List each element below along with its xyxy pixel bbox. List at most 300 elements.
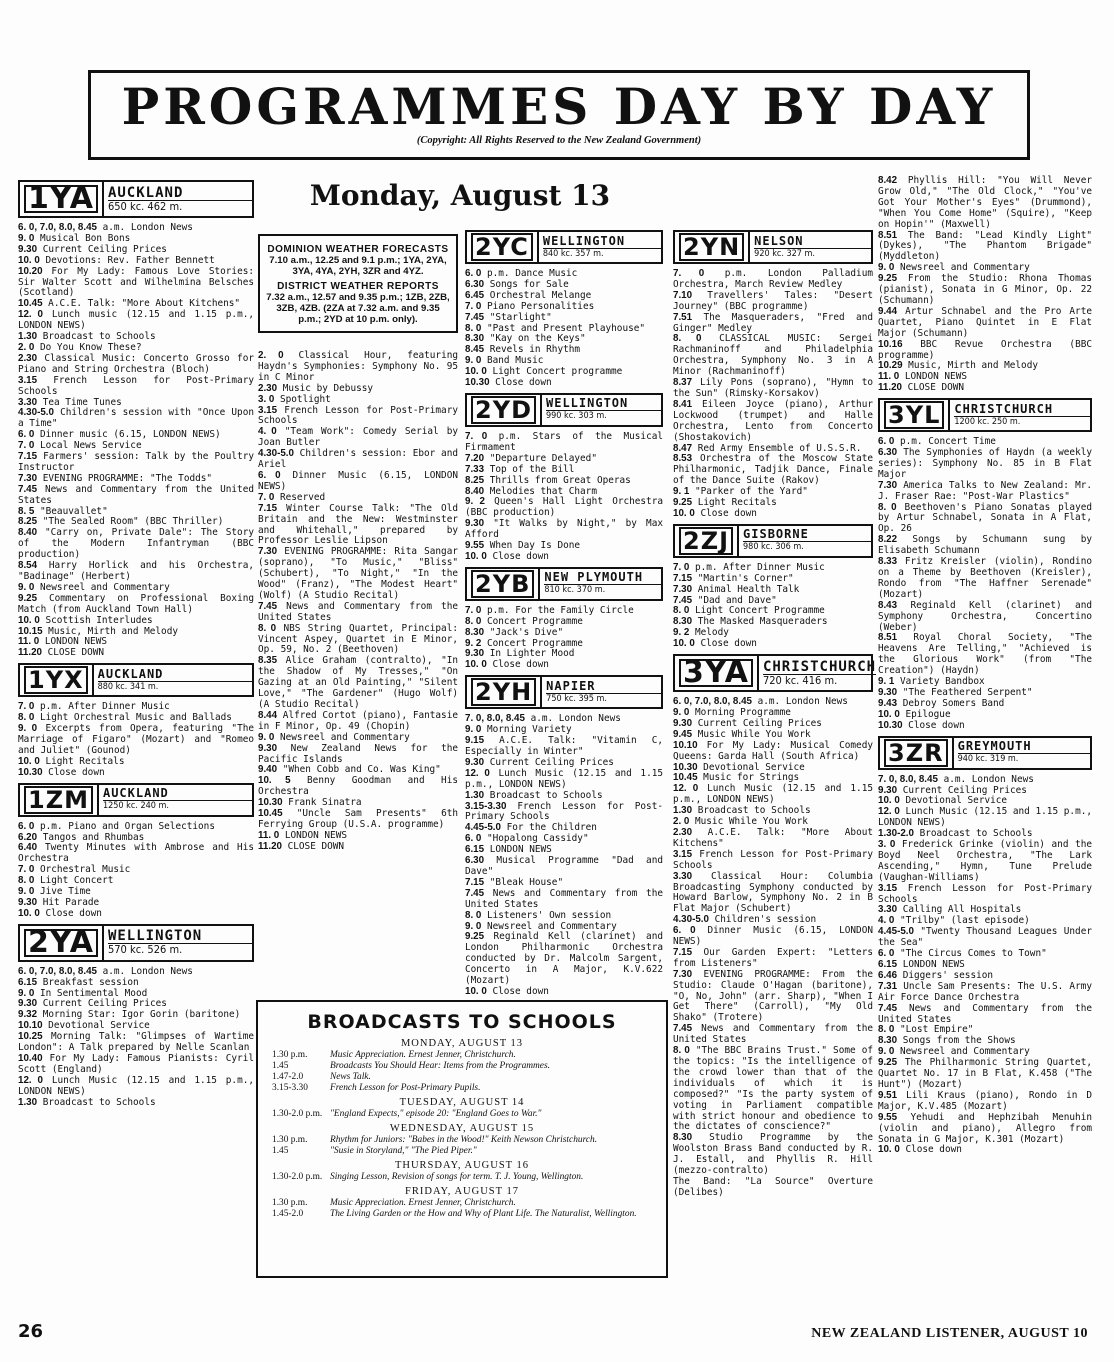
- station-info: [99, 785, 252, 815]
- programme-item: 8.25 Thrills from Great Operas: [465, 474, 631, 486]
- programme-item: 6.15 Breakfast session: [18, 976, 139, 988]
- programme-item: 10.45 Music for Strings: [673, 772, 800, 784]
- programme-item: 8. 0 "Past and Present Playhouse": [465, 322, 646, 334]
- programme-item: 8.44 Alfred Cortot (piano), Fantasie in F Minor, Op. 49 (Chopin): [258, 709, 458, 732]
- programme-item: 8.54 Harry Horlick and his Orchestra, "Badinage" (Herbert): [18, 560, 254, 582]
- programme-item: 8.43 Reginald Kell (clarinet) and Symphony Orchestra, Concertino (Weber): [878, 599, 1092, 633]
- station-logo: [467, 395, 542, 425]
- station-call-sign: 2ZJ: [679, 527, 733, 555]
- schools-time: 1.30 p.m.: [272, 1198, 308, 1208]
- programme-item: 10. 0 Close down: [465, 550, 549, 562]
- programme-item: 7.30 EVENING PROGRAMME: "The Todds": [18, 472, 213, 484]
- station-logo: [467, 677, 542, 707]
- station-logo: [467, 232, 539, 262]
- programme-item: 10. 0 Close down: [673, 507, 757, 519]
- programme-item: 9.30 Current Ceiling Prices: [878, 784, 1027, 796]
- station-call-sign: 2YD: [471, 396, 536, 424]
- programme-item: 8.30 The Masked Masqueraders: [673, 616, 828, 628]
- programme-item: 2. 0 Classical Hour, featuring Haydn's Symphonies: Symphony No. 95 in C Minor: [258, 350, 459, 383]
- station-3ya: [673, 654, 877, 1199]
- programme-item: 7.20 "Departure Delayed": [465, 452, 597, 464]
- programme-item: 11.20 CLOSE DOWN: [878, 382, 965, 394]
- programme-item: 8.51 Royal Choral Society, "The Heavens Are Telling," "Achieved is the Glorious Work" (from "The Creation") (Haydn): [878, 632, 1092, 677]
- station-info: [540, 569, 661, 599]
- programme-item: 9. 2 Queen's Hall Light Orchestra (BBC production): [465, 496, 663, 519]
- column-5: [878, 176, 1092, 1156]
- programme-item: 10.16 BBC Revue Orchestra (BBC programme): [878, 338, 1092, 361]
- programme-item: 9.44 Artur Schnabel and the Pro Arte Quartet, Piano Quintet in E Flat Major (Schumann): [878, 305, 1092, 339]
- programme-item: 3. 0 Spotlight: [258, 393, 331, 405]
- station-frequency: 650 kc. 462 m.: [107, 199, 183, 213]
- programme-item: 3.30 Tea Time Tunes: [18, 396, 122, 408]
- programme-item: 9.30 New Zealand News for the Pacific Islands: [258, 742, 458, 765]
- programme-item: 9.51 Lili Kraus (piano), Rondo in D Major, K.V.485 (Mozart): [878, 1089, 1092, 1112]
- station-call-sign: 1ZM: [24, 786, 93, 814]
- programme-item: 2. 0 Do You Know These?: [18, 341, 142, 353]
- programme-item: 7.15 Our Garden Expert: "Letters from Listeners": [673, 946, 873, 969]
- programme-item: 8.25 "The Sealed Room" (BBC Thriller): [18, 516, 224, 528]
- station-info: [950, 400, 1090, 430]
- programme-item: 9.30 "It Walks by Night," by Max Afford: [465, 518, 663, 541]
- station-2zj: [673, 524, 873, 650]
- programme-item: 9.30 Current Ceiling Prices: [673, 717, 822, 729]
- programme-item: 11. 0 LONDON NEWS: [18, 636, 107, 648]
- schools-day-heading: WEDNESDAY, AUGUST 15: [389, 1123, 535, 1134]
- station-call-sign: 3YA: [679, 659, 753, 687]
- programme-item: 9.43 Debroy Somers Band: [878, 697, 1005, 709]
- programme-item: 8.30 Songs from the Shows: [878, 1035, 1016, 1047]
- schools-time: 1.30-2.0 p.m.: [272, 1172, 323, 1182]
- programme-item: 8.22 Songs by Schumann sung by Elisabeth Schumann: [878, 534, 1092, 557]
- schools-row: [272, 1072, 652, 1083]
- programme-item: 7.45 News and Commentary from the United States: [465, 887, 663, 910]
- station-2yd: [465, 393, 663, 563]
- programme-item: 10. 0 Light Concert programme: [465, 366, 623, 378]
- programme-item: 3.15 French Lesson for Post-Primary Schools: [258, 404, 458, 427]
- programme-item: The Band: "La Source" Overture (Delibes): [673, 1175, 873, 1198]
- programme-item: 8. 0 CLASSICAL MUSIC: Sergei Rachmaninoff and Philadelphia Orchestra, Symphony No. 3 in A Minor (Rachmaninoff): [673, 333, 873, 378]
- programme-item: 10.30 Close down: [878, 719, 965, 731]
- programme-item: 7. 0 Reserved: [258, 491, 326, 503]
- station-logo: [880, 400, 950, 430]
- schools-time: 1.45-2.0: [272, 1209, 304, 1219]
- station-city: AUCKLAND: [103, 787, 252, 801]
- programme-item: 6. 0 "Hopalong Cassidy": [465, 833, 589, 845]
- station-call-sign: 2YC: [471, 233, 533, 261]
- station-3yl: [878, 398, 1092, 731]
- programme-item: 11.20 CLOSE DOWN: [258, 840, 345, 852]
- station-2ya-continued: [258, 351, 458, 853]
- schools-description: The Living Garden or the How and Why of Plant Life. The Naturalist, Wellington.: [330, 1209, 637, 1219]
- station-2yb: [465, 567, 663, 671]
- programme-item: 3.15 French Lesson for Post-Primary Schools: [673, 848, 873, 871]
- station-info: [739, 526, 871, 556]
- programme-item: 7.15 "Bleak House": [465, 876, 564, 888]
- station-logo: [20, 785, 99, 815]
- programme-item: 8.37 Lily Pons (soprano), "Hymn to the Sun" (Rimsky-Korsakov): [673, 377, 873, 399]
- station-logo: [20, 665, 94, 695]
- programme-item: 7.45 News and Commentary from the United States: [673, 1023, 873, 1046]
- programme-item: 10. 0 Close down: [878, 1144, 962, 1156]
- programme-item: 8. 0 Light Concert: [18, 875, 114, 887]
- programme-item: 8.42 Phyllis Hill: "You Will Never Grow Old," "The Old Clock," "You've Got Your Mother's Eyes" (Drummond), "When You Come Home" (Squire), "Keep on Hopin'" (Maxwell): [878, 175, 1092, 230]
- programme-item: 1.30 Broadcast to Schools: [18, 1096, 156, 1108]
- programme-item: 12. 0 Lunch Music (12.15 and 1.15 p.m., LONDON NEWS): [465, 767, 663, 790]
- programme-item: 9.25 Commentary on Professional Boxing Match (from Auckland Town Hall): [18, 592, 254, 615]
- programme-item: 9. 0 Morning Programme: [673, 707, 791, 718]
- station-logo: [675, 656, 759, 690]
- station-badge: [673, 524, 873, 558]
- programme-item: 8. 0 Listeners' Own session: [465, 909, 612, 921]
- copyright-note: (Copyright: All Rights Reserved to the New Zealand Government): [416, 135, 702, 146]
- programme-item: 9. 2 Concert Programme: [465, 637, 583, 649]
- station-1ya: [18, 180, 254, 659]
- programme-item: 9. 0 Newsreel and Commentary: [878, 1046, 1030, 1058]
- programme-item: 9. 2 Melody: [673, 627, 729, 639]
- schools-row: [272, 1209, 652, 1220]
- schools-time: 1.30 p.m.: [272, 1135, 308, 1145]
- programme-item: 7.31 Uncle Sam Presents: The U.S. Army Air Force Dance Orchestra: [878, 980, 1092, 1003]
- station-badge: [673, 230, 873, 264]
- programme-item: 7.45 News and Commentary from the United States: [258, 600, 458, 623]
- programme-item: 6. 0 Dinner music (6.15, LONDON NEWS): [18, 429, 221, 441]
- station-1yx: [18, 663, 254, 778]
- programme-item: 10.10 For My Lady: Musical Comedy Queens: Garda Hall (South Africa): [673, 739, 873, 762]
- schools-day-heading: THURSDAY, AUGUST 16: [394, 1160, 530, 1171]
- station-info: [539, 232, 661, 262]
- district-report-times: 7.32 a.m., 12.57 and 9.35 p.m.; 1ZB, 2ZB, 3ZB, 4ZB. (2ZA at 7.32 a.m. and 9.35 p.m.; 2YD at 10 p.m. only).: [266, 292, 450, 325]
- station-1zm: [18, 783, 254, 920]
- programme-item: 9.25 Reginald Kell (clarinet) and London Philharmonic Orchestra conducted by Dr. Malcolm Sargent, Concerto in A Major, K.V.622 (Mozart): [465, 931, 663, 987]
- programme-item: 10.45 "Uncle Sam Presents" 6th Ferrying Group (U.S.A. programme): [258, 808, 458, 830]
- station-badge: [465, 230, 663, 264]
- programme-item: 7. 0, 8.0, 8.45 a.m. London News: [878, 773, 1034, 785]
- schools-row: [272, 1109, 652, 1120]
- schools-time: 3.15-3.30: [272, 1083, 308, 1093]
- station-info: [759, 656, 876, 690]
- programme-item: 9. 1 Variety Bandbox: [878, 676, 985, 688]
- programme-item: 3. 0 Frederick Grinke (violin) and the Boyd Neel Orchestra, "The Lark Ascending," Hymn, Tune Prelude (Vaughan-Williams): [878, 839, 1093, 883]
- programme-item: 6. 0 Dinner Music (6.15, LONDON NEWS): [258, 469, 458, 492]
- schools-schedule: [272, 1037, 652, 1220]
- schools-description: "Susie in Storyland," "The Pied Piper.": [330, 1146, 477, 1156]
- station-info: [104, 926, 252, 960]
- schools-description: French Lesson for Post-Primary Pupils.: [330, 1083, 481, 1093]
- station-city: NELSON: [754, 235, 871, 249]
- column-2: [258, 222, 458, 853]
- station-info: [542, 395, 661, 425]
- programme-item: 4. 0 "Trilby" (last episode): [878, 915, 1030, 927]
- schools-row: [272, 1172, 652, 1183]
- programme-item: 10.20 For My Lady: Famous Love Stories: Sir Walter Scott and Wilhelmina Belsches (Scotland): [18, 265, 254, 299]
- station-frequency: 840 kc. 357 m.: [542, 248, 604, 259]
- page-title: PROGRAMMES DAY BY DAY: [121, 77, 997, 136]
- programme-item: 6.30 Musical Programme "Dad and Dave": [465, 855, 663, 877]
- programme-item: 7.51 The Masqueraders, "Fred and Ginger" Medley: [673, 311, 873, 334]
- station-badge: [465, 393, 663, 427]
- schools-time: 1.45: [272, 1061, 289, 1071]
- schools-description: "England Expects," episode 20: "England Goes to War.": [330, 1109, 542, 1119]
- programme-item: 9.45 Music While You Work: [673, 728, 811, 740]
- station-city: NEW PLYMOUTH: [544, 571, 661, 585]
- programme-item: 4. 0 "Team Work": Comedy Serial by Joan Butler: [258, 426, 459, 449]
- programme-item: 8. 0 Beethoven's Piano Sonatas played by Artur Schnabel, Sonata in A Flat, Op. 26: [878, 501, 1092, 535]
- programme-item: 10.45 A.C.E. Talk: "More About Kitchens": [18, 298, 241, 310]
- programme-item: 9.32 Morning Star: Igor Gorin (baritone): [18, 1009, 241, 1021]
- station-badge: [465, 567, 663, 601]
- programme-item: 4.30-5.0 Children's session: [673, 914, 817, 926]
- programme-item: 4.45-5.0 For the Children: [465, 822, 597, 834]
- programme-item: 10.30 Frank Sinatra: [258, 797, 362, 809]
- programme-item: 12. 0 Lunch music (12.15 and 1.15 p.m., LONDON NEWS): [18, 309, 254, 332]
- programme-item: 3.15-3.30 French Lesson for Post-Primary Schools: [465, 800, 663, 823]
- station-badge: [18, 663, 254, 697]
- programme-item: 8. 0 NBS String Quartet, Principal: Vincent Aspey, Quartet in E Minor, Op. 59, No. 2 (Beethoven): [258, 622, 458, 656]
- station-city: CHRISTCHURCH: [762, 658, 877, 675]
- programme-item: 7. 0 Local News Service: [18, 440, 142, 452]
- programme-item: 2.30 Classical Music: Concerto Grosso for Piano and String Orchestra (Bloch): [18, 352, 254, 375]
- station-frequency: 920 kc. 327 m.: [754, 248, 815, 259]
- programme-item: 3.30 Classical Hour: Columbia Broadcasting Symphony conducted by Howard Barlow, Symphony No. 2 in B Flat Major (Schubert): [673, 870, 873, 915]
- programme-item: 9.25 The Philharmonic String Quartet, Quartet No. 17 in B Flat, K.458 ("The Hunt") (Mozart): [878, 1057, 1092, 1090]
- schools-description: Music Appreciation. Ernest Jenner, Christchurch.: [330, 1050, 516, 1060]
- programme-item: 8. 0 "Lost Empire": [878, 1024, 974, 1036]
- programme-item: 10.30 Devotional Service: [673, 761, 805, 773]
- schools-row: [272, 1061, 652, 1072]
- programme-item: 7.30 Animal Health Talk: [673, 583, 800, 595]
- programme-item: 9.55 When Day Is Done: [465, 540, 581, 552]
- programme-item: 9. 1 "Parker of the Yard": [673, 486, 808, 498]
- programme-item: 9. 0 Band Music: [465, 355, 544, 367]
- programme-item: 4.30-5.0 Children's session: Ebor and Ariel: [258, 448, 458, 471]
- station-city: WELLINGTON: [108, 930, 252, 944]
- programme-item: 10.30 Close down: [465, 377, 552, 389]
- station-city: AUCKLAND: [98, 668, 252, 682]
- programme-item: 7.45 "Dad and Dave": [673, 594, 777, 606]
- station-2yh: [465, 675, 663, 998]
- programme-item: 7.15 Winter Course Talk: "The Old Britain and the New: Westminster and Whitehall," prepared by Professor Leslie Lipson: [258, 502, 458, 547]
- station-info: [94, 665, 252, 695]
- station-call-sign: 2YH: [471, 678, 536, 706]
- station-2yn: [673, 230, 873, 520]
- programme-item: 3.30 Calling All Hospitals: [878, 904, 1022, 916]
- programme-item: 8.30 "Kay on the Keys": [465, 333, 586, 345]
- programme-item: 9.25 Light Recitals: [673, 497, 777, 509]
- programme-item: 9.55 Yehudi and Hephzibah Menuhin (violin and piano), Allegro from Sonata in G Major, K.301 (Mozart): [878, 1111, 1092, 1145]
- station-call-sign: 2YN: [679, 233, 744, 261]
- programme-item: 10.25 Morning Talk: "Glimpses of Wartime London": A Talk prepared by Nelle Scanlan: [18, 1031, 254, 1054]
- programme-item: 9.30 Current Ceiling Prices: [18, 998, 167, 1010]
- programme-item: 9.30 Hit Parade: [18, 896, 100, 908]
- programme-item: 9.40 "When Cobb and Co. Was King": [258, 764, 441, 776]
- programme-item: 10. 0 Close down: [465, 985, 549, 997]
- station-3zr: [878, 736, 1092, 1157]
- station-frequency: 750 kc. 395 m.: [546, 693, 607, 704]
- station-info: [750, 232, 871, 262]
- weather-heading: DOMINION WEATHER FORECASTS: [267, 244, 449, 255]
- station-frequency: 720 kc. 416 m.: [762, 673, 838, 687]
- programme-item: 9.30 Current Ceiling Prices: [465, 756, 614, 768]
- programme-item: 11.20 CLOSE DOWN: [18, 647, 105, 659]
- programme-item: 9. 0 Newsreel and Commentary: [878, 262, 1030, 274]
- station-frequency: 570 kc. 526 m.: [107, 943, 183, 957]
- station-city: WELLINGTON: [546, 397, 661, 411]
- programme-item: 6. 0, 7.0, 8.0, 8.45 a.m. London News: [18, 965, 193, 977]
- programme-item: 8. 5 "Beauvallet": [18, 505, 108, 517]
- programme-item: 9. 0 Newsreel and Commentary: [258, 731, 410, 743]
- programme-item: 7.30 EVENING PROGRAMME: From the Studio: Claude O'Hagan (baritone), "O, No, John" (arr. Sharp), "When I Get There" (Carroll), "My Old Shako" (Trotere): [673, 968, 873, 1024]
- schools-row: [272, 1198, 652, 1209]
- column-1: [18, 176, 254, 1109]
- programme-item: 4.30-5.0 Children's session with "Once Upon a Time": [18, 407, 254, 430]
- broadcasts-to-schools-box: [256, 1000, 668, 1278]
- station-call-sign: 1YX: [24, 666, 88, 694]
- programme-item: 9.15 A.C.E. Talk: "Vitamin C, Especially in Winter": [465, 735, 663, 757]
- programme-item: 6.15 LONDON NEWS: [878, 959, 965, 970]
- programme-item: 8.45 Revels in Rhythm: [465, 344, 581, 356]
- station-badge: [465, 675, 663, 709]
- station-logo: [20, 182, 104, 216]
- programme-item: 11. 0 LONDON NEWS: [258, 829, 347, 841]
- programme-item: 2.30 A.C.E. Talk: "More About Kitchens": [673, 826, 873, 849]
- publication-footer: NEW ZEALAND LISTENER, AUGUST 10: [811, 1326, 1088, 1341]
- programme-item: 8. 0 Concert Programme: [465, 615, 583, 627]
- column-3: [465, 226, 663, 998]
- programme-item: 1.30-2.0 Broadcast to Schools: [878, 828, 1033, 840]
- programme-item: 10.10 Devotional Service: [18, 1020, 150, 1032]
- programme-item: 9. 0 Jive Time: [18, 886, 91, 898]
- programme-item: 6.45 Orchestral Melange: [465, 289, 592, 301]
- programme-item: 6. 0, 7.0, 8.0, 8.45 a.m. London News: [18, 222, 193, 233]
- district-heading: DISTRICT WEATHER REPORTS: [277, 281, 439, 292]
- programme-item: 12. 0 Lunch Music (12.15 and 1.15 p.m., LONDON NEWS): [878, 806, 1093, 829]
- station-call-sign: 3ZR: [884, 739, 948, 767]
- programme-item: 12. 0 Lunch Music (12.15 and 1.15 p.m., LONDON NEWS): [673, 783, 873, 806]
- station-info: [542, 677, 661, 707]
- station-city: CHRISTCHURCH: [954, 403, 1090, 417]
- programme-item: 6. 0, 7.0, 8.0, 8.45 a.m. London News: [673, 696, 848, 708]
- schools-day-heading: FRIDAY, AUGUST 17: [405, 1186, 519, 1197]
- programme-item: 7.45 News and Commentary from the United States: [18, 483, 254, 506]
- programme-item: 10.15 Music, Mirth and Melody: [18, 625, 178, 637]
- programme-item: 7.30 EVENING PROGRAMME: Rita Sangar (soprano), "To Music," "Bliss" (Schubert), "To Night," "In the Wood" (Franz), "The Modest Heart" (Wolf) (A Studio Recital): [258, 546, 458, 601]
- weather-forecast-times: 7.10 a.m., 12.25 and 9.1 p.m.; 1YA, 2YA, 3YA, 4YA, 2YH, 3ZR and 4YZ.: [269, 255, 447, 277]
- station-logo: [675, 526, 739, 556]
- programme-item: 10. 0 Close down: [673, 638, 757, 650]
- station-logo: [20, 926, 104, 960]
- programme-item: 6. 0 p.m. Dance Music: [465, 268, 578, 279]
- programme-item: 8.51 The Band: "Lead Kindly Light" (Dykes), "The Phantom Brigade" (Myddleton): [878, 229, 1092, 263]
- station-badge: [878, 736, 1092, 770]
- programme-item: 7. 0, 8.0, 8.45 a.m. London News: [465, 713, 621, 725]
- programme-item: 7.15 Farmers' session: Talk by the Poultry Instructor: [18, 451, 254, 473]
- station-city: WELLINGTON: [543, 235, 661, 249]
- programme-item: 8. 0 "The BBC Brains Trust." Some of the topics: "Is the intelligence of the crowd lower than that of the individuals of which it is composed?" "Is the party system of voting in Parliament compatible with strict honour and obedience to the dictates of conscience?": [673, 1045, 873, 1133]
- station-city: NAPIER: [546, 680, 661, 694]
- programme-item: 9. 0 Newsreel and Commentary: [465, 920, 617, 932]
- station-frequency: 990 kc. 303 m.: [546, 411, 607, 422]
- station-2ya: [18, 924, 254, 1109]
- programme-item: 10.40 For My Lady: Famous Pianists: Cyril Scott (England): [18, 1053, 254, 1075]
- schools-day-heading: TUESDAY, AUGUST 14: [399, 1097, 525, 1108]
- programme-item: 6. 0 p.m. Piano and Organ Selections: [18, 820, 215, 832]
- programme-item: 6.30 The Symphonies of Haydn (a weekly series): Symphony No. 85 in B Flat Major: [878, 447, 1092, 480]
- station-logo: [675, 232, 750, 262]
- station-frequency: 810 kc. 370 m.: [544, 585, 606, 596]
- schools-title: BROADCASTS TO SCHOOLS: [307, 1011, 617, 1033]
- programme-item: 7.45 News and Commentary from the United States: [878, 1002, 1092, 1025]
- station-frequency: 1250 kc. 240 m.: [102, 801, 169, 812]
- schools-description: News Talk.: [330, 1072, 371, 1082]
- programme-item: 6.20 Tangos and Rhumbas: [18, 831, 145, 843]
- schools-row: [272, 1050, 652, 1061]
- station-call-sign: 2YA: [24, 929, 98, 957]
- station-logo: [880, 738, 954, 768]
- schools-time: 1.30 p.m.: [272, 1050, 308, 1060]
- programme-item: 9. 0 Morning Variety: [465, 724, 572, 736]
- programme-item: 10. 0 Devotional Service: [878, 795, 1008, 807]
- programme-item: 10. 0 Close down: [465, 659, 549, 671]
- programme-item: 10. 0 Close down: [18, 907, 102, 919]
- programme-item: 8.40 "Carry on, Private Dale": The Story of the Modern Infantryman (BBC production): [18, 527, 254, 561]
- programme-item: 7.15 "Martin's Corner": [673, 572, 794, 584]
- programme-item: 9.30 Current Ceiling Prices: [18, 243, 167, 255]
- programme-item: 9. 0 Newsreel and Commentary: [18, 581, 170, 593]
- programme-item: 8.33 Fritz Kreisler (violin), Rondino on a Theme by Beethoven (Kreisler), Rondo from "The Haffner Serenade" (Mozart): [878, 556, 1092, 600]
- programme-item: 10.29 Music, Mirth and Melody: [878, 360, 1038, 372]
- station-call-sign: 3YL: [884, 401, 944, 429]
- programme-item: 7.33 Top of the Bill: [465, 463, 575, 475]
- programme-item: 7. 0 p.m. London Palladium Orchestra, March Review Medley: [673, 268, 873, 290]
- station-frequency: 1200 kc. 250 m.: [954, 416, 1021, 427]
- station-badge: [18, 783, 254, 817]
- programme-item: 3.15 French Lesson for Post-Primary Schools: [878, 882, 1092, 905]
- schools-description: Music Appreciation. Ernest Jenner, Christchurch.: [330, 1198, 516, 1208]
- schools-row: [272, 1146, 652, 1157]
- programme-item: 1.30 Broadcast to Schools: [673, 805, 811, 817]
- programme-item: 7.45 "Starlight": [465, 311, 552, 323]
- programme-item: 10.30 Close down: [18, 766, 105, 778]
- station-logo: [467, 569, 540, 599]
- programme-item: 4.45-5.0 "Twenty Thousand Leagues Under the Sea": [878, 926, 1092, 949]
- programme-item: 7.10 Travellers' Tales: "Desert Journey" (BBC programme): [673, 289, 873, 312]
- programme-item: 9.30 "The Feathered Serpent": [878, 686, 1033, 698]
- station-frequency: 940 kc. 319 m.: [957, 754, 1019, 765]
- programme-item: 9.25 From the Studio: Rhona Thomas (pianist), Sonata in G Minor, Op. 22 (Schumann): [878, 273, 1092, 306]
- programme-item: 6.40 Twenty Minutes with Ambrose and His Orchestra: [18, 842, 254, 865]
- programme-item: 9. 0 Musical Bon Bons: [18, 232, 131, 244]
- station-call-sign: 1YA: [24, 185, 98, 213]
- programme-item: 12. 0 Lunch Music (12.15 and 1.15 p.m., LONDON NEWS): [18, 1074, 254, 1097]
- programme-item: 7. 0 p.m. Stars of the Musical Firmament: [465, 430, 664, 453]
- station-city: AUCKLAND: [108, 187, 252, 201]
- programme-item: 7. 0 p.m. After Dinner Music: [18, 701, 170, 713]
- programme-item: 9.30 In Lighter Mood: [465, 648, 575, 660]
- programme-item: 6.15 LONDON NEWS: [465, 844, 552, 856]
- schools-time: 1.30-2.0 p.m.: [272, 1109, 323, 1119]
- station-frequency: 980 kc. 306 m.: [743, 542, 804, 553]
- programme-item: 6. 0 p.m. Concert Time: [878, 436, 996, 448]
- programme-item: 8. 0 Light Concert Programme: [673, 605, 825, 617]
- programme-item: 10. 0 Scottish Interludes: [18, 614, 153, 626]
- page-banner: [88, 70, 1030, 160]
- day-heading: Monday, August 13: [309, 179, 611, 212]
- programme-item: 1.30 Broadcast to Schools: [18, 331, 156, 343]
- programme-item: 3.15 French Lesson for Post-Primary Schools: [18, 374, 254, 397]
- programme-item: 11. 0 LONDON NEWS: [878, 371, 967, 383]
- station-badge: [673, 654, 877, 692]
- station-badge: [18, 180, 254, 218]
